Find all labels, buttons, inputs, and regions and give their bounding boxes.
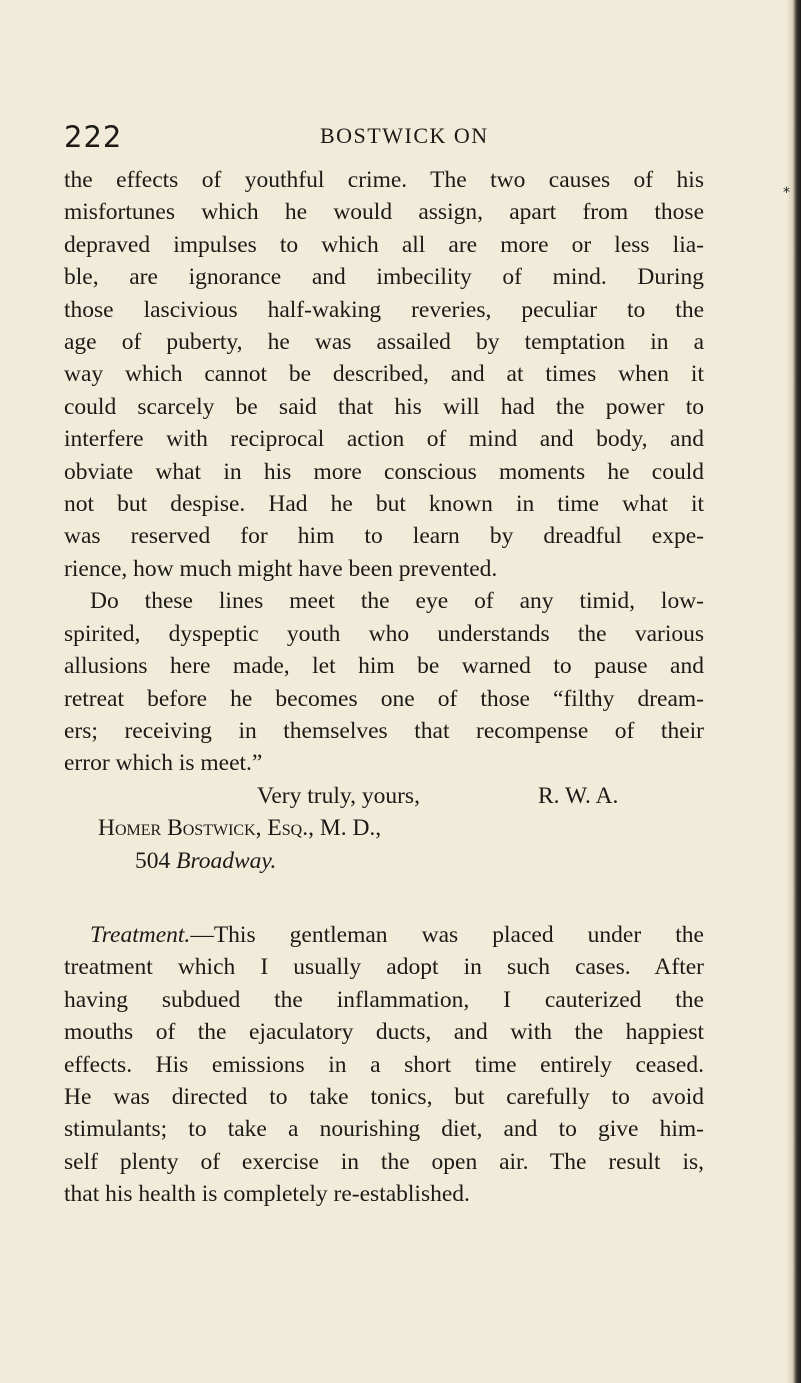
text-line: not but despise. Had he but known in time what it <box>64 491 704 518</box>
signature-closing: Very truly, yours, <box>257 782 420 809</box>
recipient-name: Homer Bostwick, Esq., M. D., <box>98 815 382 842</box>
page-edge-shadow <box>787 0 801 1383</box>
text-line: stimulants; to take a nourishing diet, and to give him- <box>64 1116 704 1143</box>
recipient-address <box>64 845 704 877</box>
text-line: was reserved for him to learn by dreadful expe- <box>64 523 704 550</box>
margin-mark: * <box>783 185 790 201</box>
text-line: error which is meet.” <box>64 750 263 777</box>
text-line: that his health is completely re-established. <box>64 1181 470 1208</box>
text-line: interfere with reciprocal action of mind and body, and <box>64 426 704 453</box>
text-line: He was directed to take tonics, but carefully to avoid <box>64 1083 704 1110</box>
treatment-first-line: —This gentleman was placed under the <box>190 921 704 948</box>
text-line: ble, are ignorance and imbecility of mind. During <box>64 264 704 291</box>
paragraph-2 <box>64 585 704 779</box>
text-line: could scarcely be said that his will had the power to <box>64 393 704 420</box>
signature-initials: R. W. A. <box>538 782 619 809</box>
section-gap <box>64 877 704 919</box>
text-line: having subdued the inflammation, I cauterized the <box>64 986 704 1013</box>
text-line: rience, how much might have been prevented. <box>64 555 498 582</box>
page-header <box>64 120 704 154</box>
text-line: spirited, dyspeptic youth who understands the various <box>64 620 704 647</box>
body-text <box>64 164 704 1211</box>
text-line: the effects of youthful crime. The two causes of his <box>64 167 704 193</box>
text-line: Do these lines meet the eye of any timid, low- <box>90 588 704 615</box>
text-line: retreat before he becomes one of those “filthy dream- <box>64 685 704 712</box>
text-line: ers; receiving in themselves that recompense of their <box>64 717 704 744</box>
text-line: allusions here made, let him be warned to pause and <box>64 653 704 680</box>
text-line: effects. His emissions in a short time entirely ceased. <box>64 1051 704 1078</box>
text-line: treatment which I usually adopt in such cases. After <box>64 954 704 981</box>
treatment-heading: Treatment. <box>90 921 191 948</box>
text-line: obviate what in his more conscious moments he could <box>64 458 704 485</box>
text-line: those lascivious half-waking reveries, peculiar to the <box>64 296 704 323</box>
text-line: self plenty of exercise in the open air. The result is, <box>64 1148 704 1175</box>
address-street: Broadway. <box>176 847 277 874</box>
text-line: way which cannot be described, and at times when it <box>64 361 704 388</box>
text-line: depraved impulses to which all are more or less lia- <box>64 231 704 258</box>
text-line <box>64 919 704 951</box>
signature-block <box>64 780 704 877</box>
address-number: 504 <box>135 847 171 874</box>
page-number: 222 <box>64 120 123 154</box>
paragraph-1 <box>64 164 704 585</box>
signature-line <box>64 780 704 812</box>
text-line: misfortunes which he would assign, apart from those <box>64 199 704 226</box>
text-line: mouths of the ejaculatory ducts, and with the happiest <box>64 1019 704 1046</box>
running-head: BOSTWICK ON <box>320 123 489 148</box>
text-line: age of puberty, he was assailed by temptation in a <box>64 329 704 356</box>
treatment-paragraph <box>64 919 704 1211</box>
